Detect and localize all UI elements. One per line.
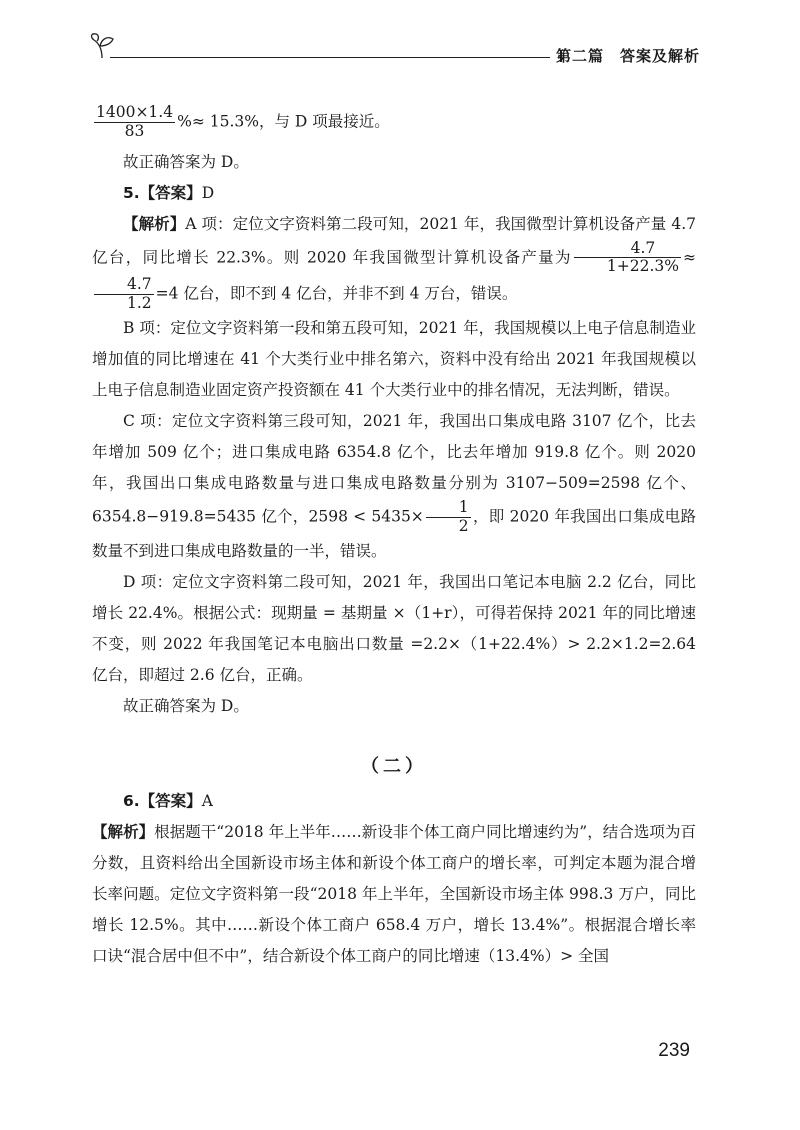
- section-heading: （二）: [361, 755, 427, 777]
- q5-option-a: 【解析】A 项：定位文字资料第二段可知，2021 年，我国微型计算机设备产量 4.7 亿台，同比增长 22.3%。则 2020 年我国微型计算机设备产量为 $\frac{4.7}{1+22.3\%}$ ≈ $\frac{4.7}{1.2}$ =4 亿台，即不到 4 亿台，并非不到 4 万台，错误。: [92, 214, 696, 313]
- header-rule: [110, 57, 550, 58]
- intro-conclusion: 故正确答案为 D。: [123, 152, 249, 171]
- q5-option-d: D 项：定位文字资料第二段可知，2021 年，我国出口笔记本电脑 2.2 亿台，同比增长 22.4%。根据公式：现期量 = 基期量 ×（1+r），可得若保持 2021 年的同比增速不变，则 2022 年我国笔记本电脑出口数量 =2.2×（1+22.4%）> 2.2×1.2=2.64 亿台，即超过 2.6 亿台，正确。: [92, 572, 696, 684]
- intro-fraction: $\frac{1400\times 1.4}{83}$: [96, 103, 174, 140]
- header-title: 第二篇 答案及解析: [555, 47, 700, 65]
- page-header: [88, 30, 700, 70]
- page-number: 239: [658, 1040, 690, 1061]
- q5-option-c: C 项：定位文字资料第三段可知，2021 年，我国出口集成电路 3107 亿个，比去年增加 509 亿个；进口集成电路 6354.8 亿个，比去年增加 919.8 亿个。则 2020 年，我国出口集成电路数量与进口集成电路数量分别为 3107−509=2598 亿个、6354.8−919.8=5435 亿个，2598 < 5435× $\frac{1}{2}$ ，即 2020 年我国出口集成电路数量不到进口集成电路数量的一半，错误。: [92, 411, 696, 560]
- intro-formula-line: $\frac{1400\times 1.4}{83}$ %≈ 15.3%，与 D 项最接近。: [96, 103, 390, 140]
- q6-analysis: 【解析】根据题干“2018 年上半年……新设非个体工商户同比增速约为”，结合选项为百分数，且资料给出全国新设市场主体和新设个体工商户的增长率，可判定本题为混合增长率问题。定位文字资料第一段“2018 年上半年，全国新设市场主体 998.3 万户，同比增长 12.5%。其中……新设个体工商户 658.4 万户，增长 13.4%”。根据混合增长率口诀“混合居中但不中”，结合新设个体工商户的同比增速（13.4%）> 全国: [92, 822, 696, 965]
- q5-fraction-half: $\frac{1}{2}$: [426, 499, 471, 536]
- q5-fraction-2: $\frac{4.7}{1.2}$: [94, 276, 154, 313]
- q5-fraction-1: $\frac{4.7}{1+22.3\%}$: [574, 240, 681, 277]
- q6-answer: 6.【答案】A: [123, 791, 213, 810]
- q5-answer: 5.【答案】D: [123, 183, 215, 202]
- page-body: [92, 104, 696, 972]
- q5-conclusion: 故正确答案为 D。: [123, 696, 249, 715]
- q5-option-b: B 项：定位文字资料第一段和第五段可知，2021 年，我国规模以上电子信息制造业增加值的同比增速在 41 个大类行业中排名第六，资料中没有给出 2021 年我国规模以上电子信息制造业固定资产投资额在 41 个大类行业中的排名情况，无法判断，错误。: [92, 318, 696, 399]
